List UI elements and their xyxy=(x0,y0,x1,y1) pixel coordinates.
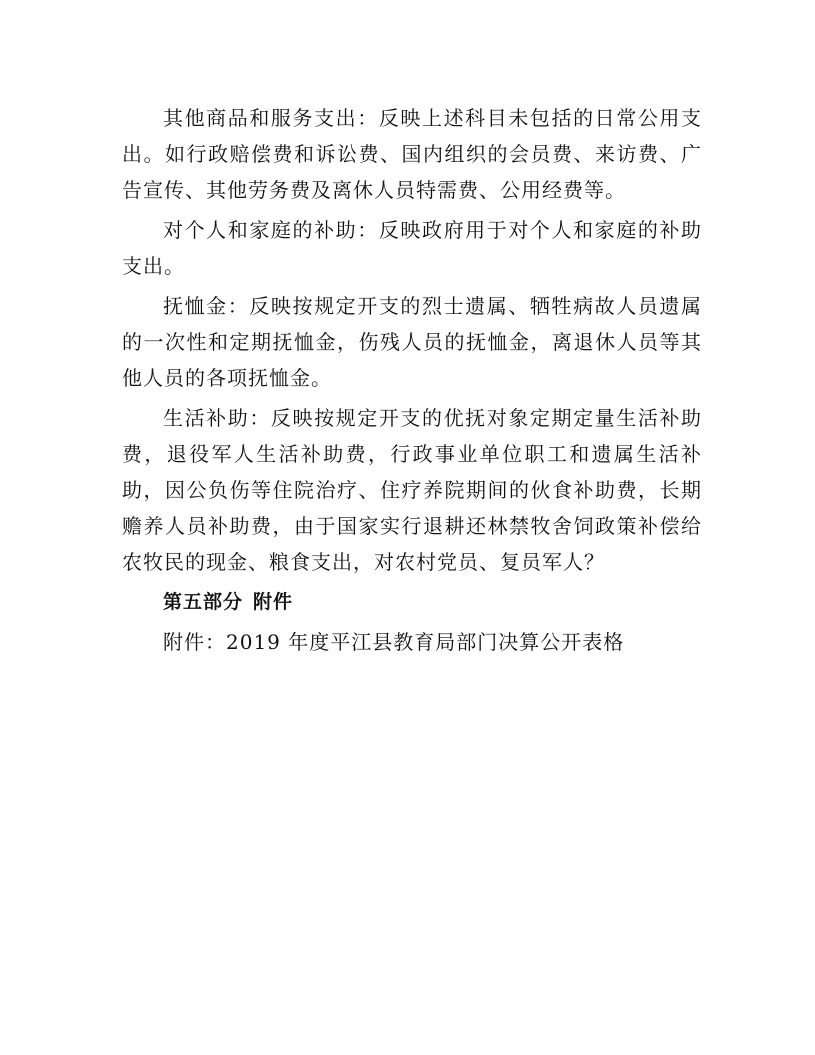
paragraph-individual-family-subsidy: 对个人和家庭的补助：反映政府用于对个人和家庭的补助支出。 xyxy=(122,218,702,278)
paragraph-other-goods-services: 其他商品和服务支出：反映上述科目未包括的日常公用支出。如行政赔偿费和诉讼费、国内组织的会员费、来访费、广告宣传、其他劳务费及离休人员特需费、公用经费等。 xyxy=(122,106,702,202)
section-title: 附件 xyxy=(253,591,294,613)
section-part-label: 第五部分 xyxy=(163,591,244,613)
paragraph-living-subsidy: 生活补助：反映按规定开支的优抚对象定期定量生活补助费，退役军人生活补助费，行政事业单位职工和遗属生活补助，因公负伤等住院治疗、住疗养院期间的伙食补助费，长期赡养人员补助费，由于国家实行退耕还林禁牧舍饲政策补偿给农牧民的现金、粮食支出，对农村党员、复员军人？ xyxy=(122,406,702,574)
attachment-line: 附件：2019 年度平江县教育局部门决算公开表格 xyxy=(163,630,625,654)
section-heading xyxy=(122,584,702,620)
paragraph-pension: 抚恤金：反映按规定开支的烈士遗属、牺牲病故人员遗属的一次性和定期抚恤金，伤残人员的抚恤金，离退休人员等其他人员的各项抚恤金。 xyxy=(122,294,702,390)
document-body xyxy=(122,100,702,660)
